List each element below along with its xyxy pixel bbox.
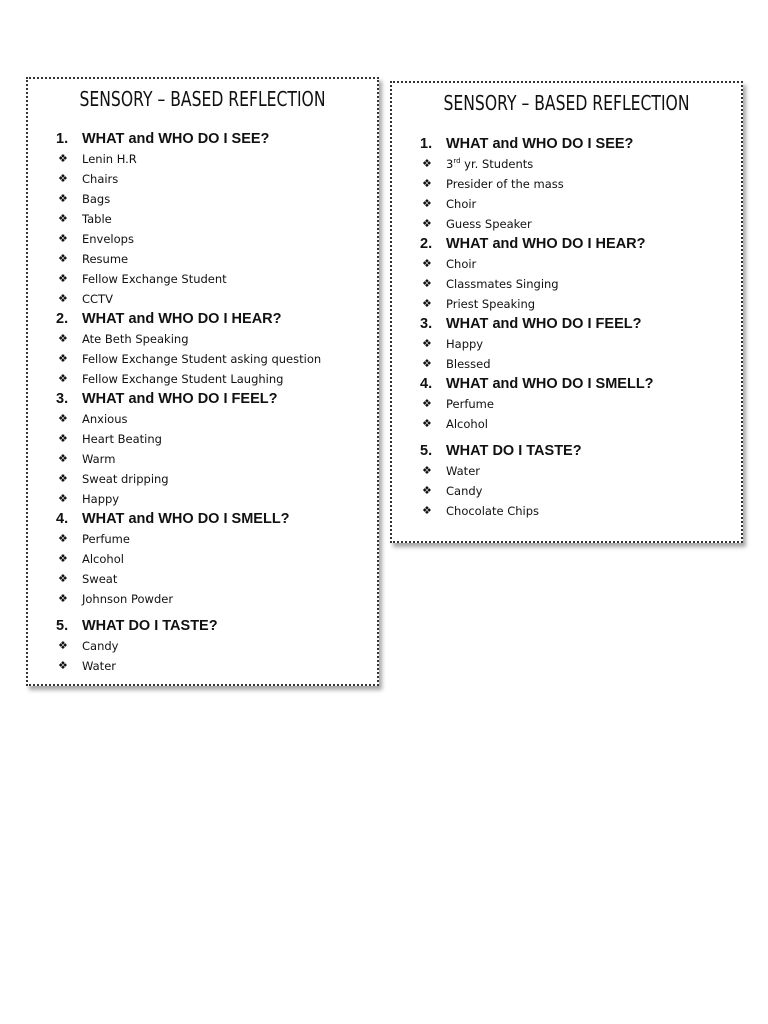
diamond-bullet-icon: ❖ [58,172,68,185]
question-number: 4. [420,376,433,392]
list-item: ❖ CCTV [56,289,377,309]
list-item: ❖ Fellow Exchange Student [56,269,377,289]
diamond-bullet-icon: ❖ [422,417,432,430]
diamond-bullet-icon: ❖ [422,337,432,350]
question-heading [56,509,377,529]
reflection-card-left [26,77,379,686]
list-item: ❖ Priest Speaking [420,294,741,314]
diamond-bullet-icon: ❖ [58,659,68,672]
diamond-bullet-icon: ❖ [58,592,68,605]
list-item: ❖ Perfume [56,529,377,549]
question-heading [56,389,377,409]
list-item: ❖ Candy [56,636,377,656]
diamond-bullet-icon: ❖ [58,572,68,585]
question-number: 1. [56,131,69,147]
question-text: WHAT and WHO DO I SMELL? [82,511,290,527]
question-text: WHAT and WHO DO I HEAR? [446,236,646,252]
list-item: ❖ Guess Speaker [420,214,741,234]
list-item [420,154,741,174]
diamond-bullet-icon: ❖ [58,432,68,445]
question-number: 3. [56,391,69,407]
list-item: ❖ Water [56,656,377,676]
list-item: ❖ Fellow Exchange Student asking question [56,349,377,369]
list-item: ❖ Lenin H.R [56,149,377,169]
diamond-bullet-icon: ❖ [58,252,68,265]
list-item: ❖ Choir [420,194,741,214]
list-item: ❖ Blessed [420,354,741,374]
diamond-bullet-icon: ❖ [58,292,68,305]
list-item: ❖ Bags [56,189,377,209]
card-title: SENSORY – BASED REFLECTION [443,91,690,115]
diamond-bullet-icon: ❖ [422,484,432,497]
diamond-bullet-icon: ❖ [422,297,432,310]
question-heading [420,314,741,334]
question-text: WHAT and WHO DO I FEEL? [82,391,278,407]
reflection-card-right [390,81,743,543]
list-item: ❖ Water [420,461,741,481]
diamond-bullet-icon: ❖ [422,397,432,410]
card-title: SENSORY – BASED REFLECTION [79,87,326,111]
question-list [28,114,377,676]
diamond-bullet-icon: ❖ [58,472,68,485]
diamond-bullet-icon: ❖ [58,332,68,345]
question-heading [420,374,741,394]
ordinal-text: 3rd yr. Students [446,157,534,171]
question-list [392,118,741,521]
question-number: 4. [56,511,69,527]
question-number: 1. [420,136,433,152]
question-heading [56,616,377,636]
question-text: WHAT and WHO DO I FEEL? [446,316,642,332]
list-item: ❖ Classmates Singing [420,274,741,294]
list-item: ❖ Sweat [56,569,377,589]
diamond-bullet-icon: ❖ [58,232,68,245]
list-item: ❖ Sweat dripping [56,469,377,489]
question-text: WHAT and WHO DO I SEE? [446,136,634,152]
question-heading [56,129,377,149]
list-item: ❖ Table [56,209,377,229]
list-item: ❖ Ate Beth Speaking [56,329,377,349]
diamond-bullet-icon: ❖ [422,257,432,270]
diamond-bullet-icon: ❖ [422,177,432,190]
list-item: ❖ Heart Beating [56,429,377,449]
list-item: ❖ Anxious [56,409,377,429]
question-heading [420,134,741,154]
diamond-bullet-icon: ❖ [422,504,432,517]
question-text: WHAT and WHO DO I SMELL? [446,376,654,392]
diamond-bullet-icon: ❖ [422,157,432,170]
diamond-bullet-icon: ❖ [422,357,432,370]
list-item: ❖ Johnson Powder [56,589,377,609]
diamond-bullet-icon: ❖ [58,372,68,385]
list-item: ❖ Chairs [56,169,377,189]
list-item: ❖ Candy [420,481,741,501]
diamond-bullet-icon: ❖ [58,272,68,285]
diamond-bullet-icon: ❖ [422,197,432,210]
question-number: 5. [420,443,433,459]
diamond-bullet-icon: ❖ [58,492,68,505]
list-item: ❖ Chocolate Chips [420,501,741,521]
list-item: ❖ Alcohol [420,414,741,434]
question-text: WHAT and WHO DO I HEAR? [82,311,282,327]
question-number: 2. [420,236,433,252]
question-text: WHAT DO I TASTE? [446,443,582,459]
list-item: ❖ Resume [56,249,377,269]
question-text: WHAT and WHO DO I SEE? [82,131,270,147]
list-item: ❖ Choir [420,254,741,274]
diamond-bullet-icon: ❖ [58,192,68,205]
list-item: ❖ Fellow Exchange Student Laughing [56,369,377,389]
diamond-bullet-icon: ❖ [58,452,68,465]
list-item: ❖ Presider of the mass [420,174,741,194]
question-number: 2. [56,311,69,327]
diamond-bullet-icon: ❖ [422,464,432,477]
list-item: ❖ Warm [56,449,377,469]
diamond-bullet-icon: ❖ [58,639,68,652]
question-text: WHAT DO I TASTE? [82,618,218,634]
diamond-bullet-icon: ❖ [58,352,68,365]
question-number: 3. [420,316,433,332]
diamond-bullet-icon: ❖ [58,212,68,225]
list-item: ❖ Alcohol [56,549,377,569]
question-heading [420,441,741,461]
list-item: ❖ Envelops [56,229,377,249]
question-heading [420,234,741,254]
list-item: ❖ Happy [420,334,741,354]
diamond-bullet-icon: ❖ [58,532,68,545]
question-heading [56,309,377,329]
list-item: ❖ Perfume [420,394,741,414]
diamond-bullet-icon: ❖ [58,412,68,425]
list-item: ❖ Happy [56,489,377,509]
diamond-bullet-icon: ❖ [422,277,432,290]
question-number: 5. [56,618,69,634]
diamond-bullet-icon: ❖ [58,552,68,565]
diamond-bullet-icon: ❖ [58,152,68,165]
diamond-bullet-icon: ❖ [422,217,432,230]
